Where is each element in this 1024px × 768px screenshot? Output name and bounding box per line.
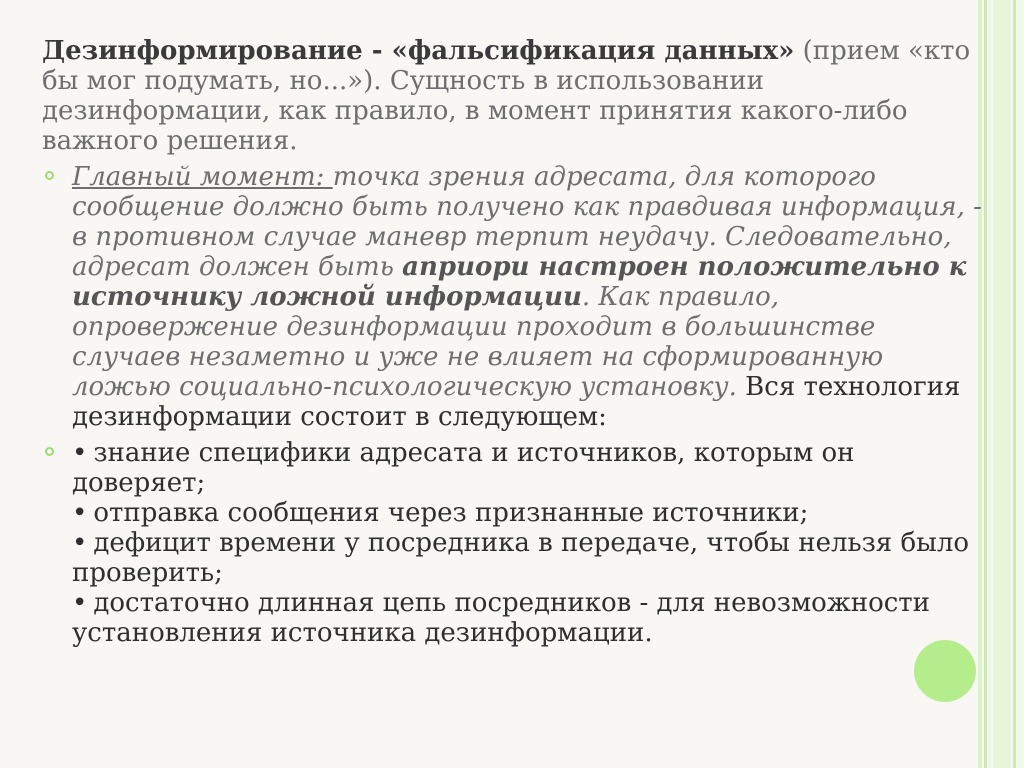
list-item-text: достаточно длинная цепь посредников - для невозможности установления источника дезинформации. bbox=[72, 588, 930, 648]
list-item bbox=[72, 588, 988, 648]
dot-icon: • bbox=[72, 438, 88, 468]
list-item-text: знание специфики адресата и источников, которым он доверяет; bbox=[72, 438, 855, 498]
decor-stripe bbox=[993, 0, 1011, 768]
circle-bullet-icon bbox=[45, 171, 54, 180]
intro-text: (прием «кто бы мог подумать, но...»). Сущность в использовании дезинформации, как правило, в момент принятия какого-либо важного решения. bbox=[42, 36, 971, 156]
decor-stripe bbox=[989, 0, 991, 768]
intro-paragraph bbox=[42, 36, 988, 156]
main-point-tail: Вся технология дезинформации состоит в следующем: bbox=[72, 372, 961, 432]
main-point-emphasis: априори настроен положительно к источнику ложной информации bbox=[72, 252, 967, 312]
circle-bullet-icon bbox=[45, 447, 54, 456]
intro-title: Дезинформирование - «фальсификация данных» bbox=[42, 36, 795, 66]
list-item bbox=[72, 498, 988, 528]
list-item bbox=[72, 438, 988, 498]
main-point-text-2: . Как правило, опровержение дезинформации проходит в большинстве случаев незаметно и уже не влияет на сформированную ложью социально-психологическую установку. bbox=[72, 282, 884, 402]
main-point-text-1: точка зрения адресата, для которого сообщение должно быть получено как правдивая информация, - в противном случае маневр терпит неудачу. Следовательно, адресат должен быть bbox=[72, 162, 982, 282]
slide-content bbox=[42, 36, 988, 654]
list-item-text: отправка сообщения через признанные источники; bbox=[93, 498, 809, 528]
list-item bbox=[72, 528, 988, 588]
decor-stripe bbox=[1013, 0, 1016, 768]
list-item-text: дефицит времени у посредника в передаче, чтобы нельзя было проверить; bbox=[72, 528, 969, 588]
decor-stripe bbox=[1018, 0, 1024, 768]
dot-icon: • bbox=[72, 528, 88, 558]
bullet-main-point bbox=[42, 162, 988, 432]
dot-icon: • bbox=[72, 498, 88, 528]
dot-icon: • bbox=[72, 588, 88, 618]
main-point-label: Главный момент: bbox=[72, 162, 333, 192]
bullet-technology-list bbox=[42, 438, 988, 648]
